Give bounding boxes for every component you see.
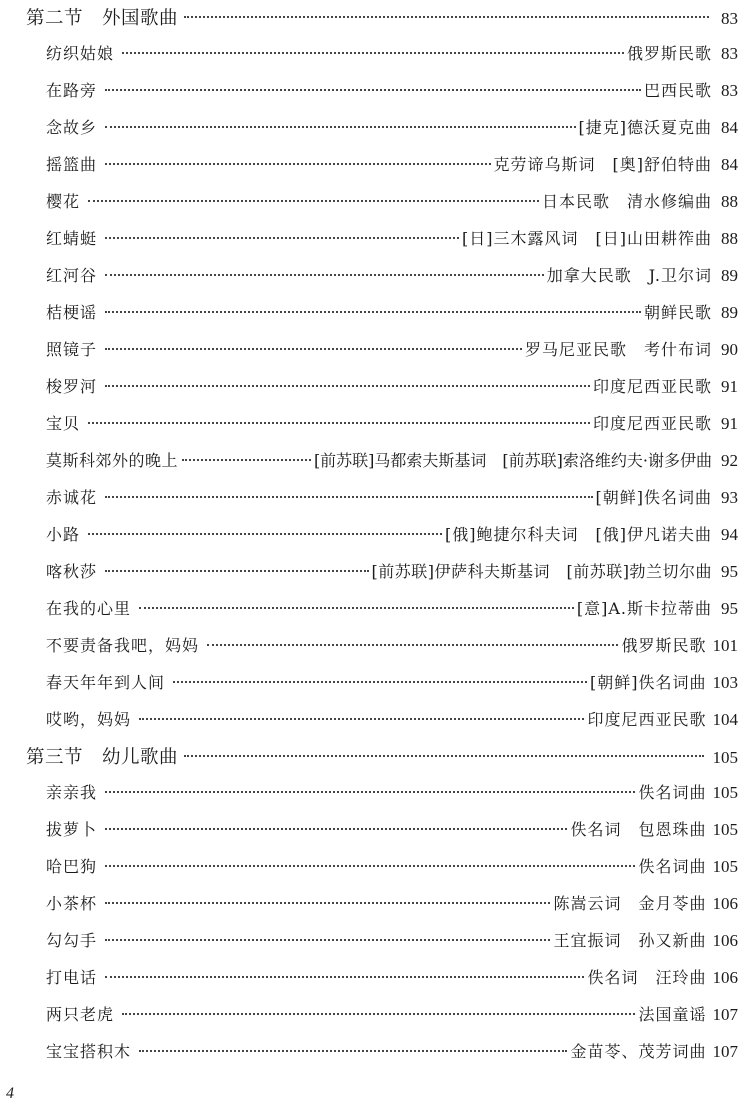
song-title: 哈巴狗 [46,857,98,876]
folio-page-number: 4 [6,1085,14,1102]
song-credits: 加拿大民歌 J.卫尔词 [546,266,712,285]
page-number: 83 [721,9,738,28]
toc-entry[interactable] [46,670,738,694]
song-title: 梭罗河 [46,377,98,396]
page-number: 106 [712,894,738,913]
song-credits: 巴西民歌 [643,81,712,100]
song-title: 红蜻蜓 [46,229,98,248]
dot-leader [105,311,641,313]
toc-entry[interactable] [46,596,738,620]
song-title: 拔萝卜 [46,820,98,839]
song-credits: [意]A.斯卡拉蒂曲 [576,599,712,618]
toc-entry[interactable] [46,115,738,139]
dot-leader [182,459,311,461]
toc-entry[interactable] [46,854,738,878]
song-credits: 王宜振词 孙又新曲 [553,931,707,950]
toc-entry[interactable] [46,817,738,841]
dot-leader [105,348,522,350]
song-credits: 罗马尼亚民歌 考什布词 [524,340,712,359]
page-number: 83 [721,81,738,100]
dot-leader [184,755,703,757]
song-title: 亲亲我 [46,783,98,802]
page-number: 107 [712,1005,738,1024]
dot-leader [105,791,635,793]
dot-leader [105,385,590,387]
toc-entry[interactable] [46,300,738,324]
toc-entry[interactable] [46,152,738,176]
song-title: 小路 [46,525,81,544]
toc-entry[interactable] [46,448,738,472]
toc-entry[interactable] [46,226,738,250]
song-credits: 克劳谛乌斯词 [奥]舒伯特曲 [493,155,712,174]
song-credits: [朝鲜]佚名词曲 [590,673,707,692]
toc-entry[interactable] [46,41,738,65]
toc-entry[interactable] [46,485,738,509]
page-number: 89 [721,266,738,285]
page-number: 91 [721,377,738,396]
section-heading[interactable] [26,743,738,767]
song-title: 红河谷 [46,266,98,285]
song-title: 桔梗谣 [46,303,98,322]
toc-entry[interactable] [46,337,738,361]
page-number: 105 [712,783,738,802]
dot-leader [105,939,550,941]
song-title: 哎哟，妈妈 [46,710,132,729]
toc-entry[interactable] [46,707,738,731]
page-number: 89 [721,303,738,322]
dot-leader [105,274,544,276]
song-credits: 俄罗斯民歌 [621,636,707,655]
section-title: 第二节 外国歌曲 [26,8,179,29]
song-title: 宝宝搭积木 [46,1042,132,1061]
toc-entry[interactable] [46,633,738,657]
page-number: 106 [712,968,738,987]
song-credits: 陈嵩云词 金月苓曲 [553,894,707,913]
song-credits: [前苏联]伊萨科夫斯基词 [前苏联]勃兰切尔曲 [371,562,712,581]
toc-entry[interactable] [46,1039,738,1063]
dot-leader [105,976,584,978]
dot-leader [88,422,590,424]
dot-leader [105,496,592,498]
dot-leader [105,126,575,128]
page-number: 104 [712,710,738,729]
song-credits: 法国童谣 [638,1005,707,1024]
song-credits: 印度尼西亚民歌 [587,710,707,729]
toc-entry[interactable] [46,411,738,435]
toc-entry[interactable] [46,965,738,989]
toc-entry[interactable] [46,78,738,102]
section-title: 第三节 幼儿歌曲 [26,747,179,768]
page-number: 103 [712,673,738,692]
page-number: 105 [712,857,738,876]
song-title: 不要责备我吧，妈妈 [46,636,200,655]
page-number: 88 [721,192,738,211]
dot-leader [105,89,641,91]
dot-leader [173,681,587,683]
song-credits: 佚名词 包恩珠曲 [570,820,707,839]
toc-entry[interactable] [46,1002,738,1026]
page-number: 106 [712,931,738,950]
toc-entry[interactable] [46,189,738,213]
song-title: 在我的心里 [46,599,132,618]
dot-leader [105,902,550,904]
song-title: 打电话 [46,968,98,987]
song-credits: 印度尼西亚民歌 [592,414,712,433]
song-credits: [俄]鲍捷尔科夫词 [俄]伊凡诺夫曲 [445,525,712,544]
toc-entry[interactable] [46,928,738,952]
song-credits: [捷克]德沃夏克曲 [578,118,712,137]
dot-leader [122,52,624,54]
dot-leader [139,718,584,720]
toc-entry[interactable] [46,374,738,398]
song-credits: 俄罗斯民歌 [626,44,712,63]
song-credits: 佚名词曲 [638,857,707,876]
song-credits: 印度尼西亚民歌 [592,377,712,396]
page-number: 107 [712,1042,738,1061]
song-credits: [前苏联]马都索夫斯基词 [前苏联]索洛维约夫·谢多伊曲 [313,451,712,470]
song-title: 照镜子 [46,340,98,359]
dot-leader [139,607,574,609]
song-credits: [朝鲜]佚名词曲 [595,488,712,507]
song-title: 莫斯科郊外的晚上 [46,451,179,470]
song-title: 春天年年到人间 [46,673,166,692]
dot-leader [207,644,618,646]
dot-leader [105,570,369,572]
song-title: 在路旁 [46,81,98,100]
song-title: 赤诚花 [46,488,98,507]
song-credits: 佚名词曲 [638,783,707,802]
dot-leader [105,237,459,239]
dot-leader [139,1050,567,1052]
dot-leader [105,865,635,867]
page-number: 83 [721,44,738,63]
page-number: 94 [721,525,738,544]
page-number: 95 [721,599,738,618]
dot-leader [184,16,709,18]
song-title: 宝贝 [46,414,81,433]
page-number: 105 [712,820,738,839]
song-title: 两只老虎 [46,1005,115,1024]
page-number: 101 [712,636,738,655]
page-number: 105 [712,748,738,767]
dot-leader [122,1013,635,1015]
song-credits: 朝鲜民歌 [643,303,712,322]
song-credits: 佚名词 汪玲曲 [587,968,707,987]
toc-entry[interactable] [46,263,738,287]
song-title: 勾勾手 [46,931,98,950]
song-title: 喀秋莎 [46,562,98,581]
section-heading[interactable] [26,4,738,28]
song-credits: 金苗苓、茂芳词曲 [570,1042,707,1061]
song-title: 樱花 [46,192,81,211]
song-credits: 日本民歌 清水修编曲 [541,192,712,211]
dot-leader [105,828,567,830]
page-number: 91 [721,414,738,433]
song-title: 摇篮曲 [46,155,98,174]
song-title: 小茶杯 [46,894,98,913]
song-title: 念故乡 [46,118,98,137]
toc-entry[interactable] [46,780,738,804]
page-number: 92 [721,451,738,470]
dot-leader [88,200,539,202]
page-number: 90 [721,340,738,359]
toc-entry[interactable] [46,891,738,915]
song-title: 纺织姑娘 [46,44,115,63]
dot-leader [88,533,442,535]
toc-entry[interactable] [46,559,738,583]
dot-leader [105,163,490,165]
page-number: 93 [721,488,738,507]
toc-entry[interactable] [46,522,738,546]
page-number: 95 [721,562,738,581]
song-credits: [日]三木露风词 [日]山田耕筰曲 [462,229,712,248]
page-number: 84 [721,155,738,174]
page-number: 88 [721,229,738,248]
page-number: 84 [721,118,738,137]
